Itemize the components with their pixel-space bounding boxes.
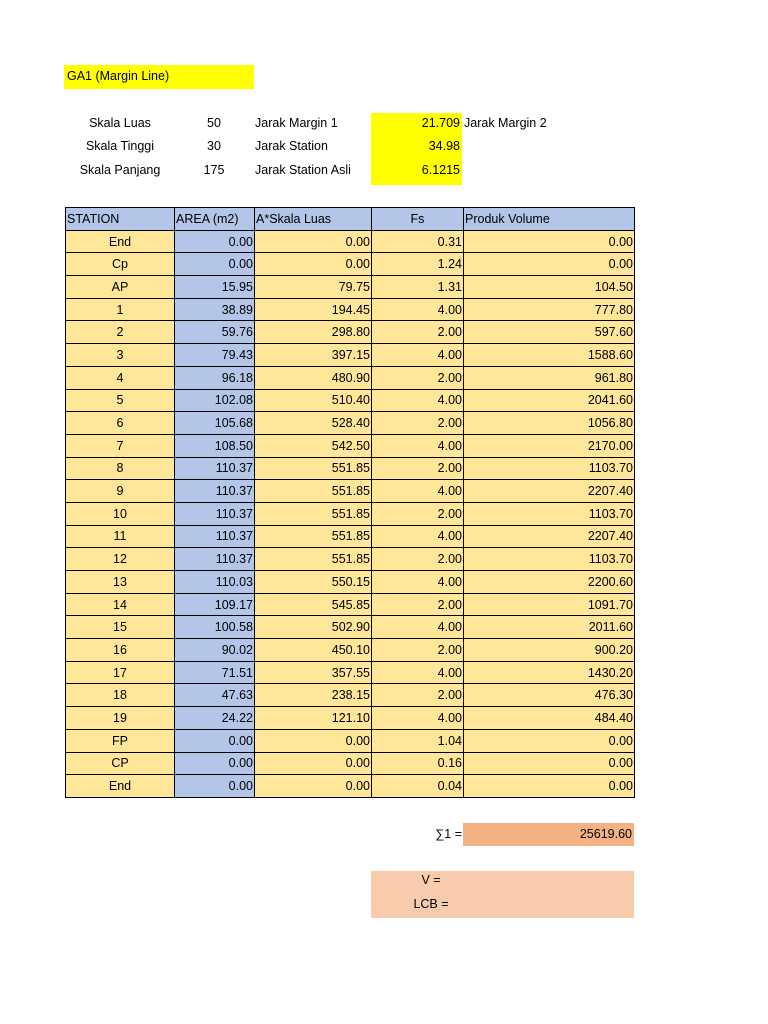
cell-produk-volume[interactable]: 1091.70 (464, 593, 635, 616)
cell-station[interactable]: 5 (66, 389, 175, 412)
table-row (66, 729, 635, 752)
cell-fs[interactable]: 1.24 (372, 253, 464, 276)
cell-produk-volume[interactable]: 597.60 (464, 321, 635, 344)
cell-produk-volume[interactable]: 900.20 (464, 639, 635, 662)
table-row (66, 253, 635, 276)
cell-produk-volume[interactable]: 1103.70 (464, 502, 635, 525)
cell-area[interactable]: 100.58 (175, 616, 255, 639)
table-row (66, 661, 635, 684)
cell-produk-volume[interactable]: 1056.80 (464, 412, 635, 435)
cell-station[interactable]: 8 (66, 457, 175, 480)
cell-area[interactable]: 110.37 (175, 457, 255, 480)
cell-fs[interactable]: 2.00 (372, 321, 464, 344)
cell-fs[interactable]: 4.00 (372, 661, 464, 684)
cell-fs[interactable]: 4.00 (372, 298, 464, 321)
cell-fs[interactable]: 4.00 (372, 525, 464, 548)
header-area[interactable]: AREA (m2) (175, 208, 255, 231)
param-label-3[interactable]: Jarak Margin 2 (464, 116, 547, 130)
cell-produk-volume[interactable]: 2207.40 (464, 480, 635, 503)
cell-area-scaled[interactable]: 480.90 (255, 366, 372, 389)
cell-area-scaled[interactable]: 0.00 (255, 775, 372, 798)
cell-fs[interactable]: 2.00 (372, 366, 464, 389)
cell-produk-volume[interactable]: 1103.70 (464, 457, 635, 480)
cell-fs[interactable]: 4.00 (372, 434, 464, 457)
cell-area-scaled[interactable]: 550.15 (255, 571, 372, 594)
cell-station[interactable]: 11 (66, 525, 175, 548)
cell-station[interactable]: 6 (66, 412, 175, 435)
cell-fs[interactable]: 4.00 (372, 616, 464, 639)
cell-area[interactable]: 105.68 (175, 412, 255, 435)
cell-area-scaled[interactable]: 0.00 (255, 230, 372, 253)
cell-fs[interactable]: 2.00 (372, 548, 464, 571)
cell-produk-volume[interactable]: 1588.60 (464, 344, 635, 367)
cell-fs[interactable]: 4.00 (372, 344, 464, 367)
cell-area-scaled[interactable]: 551.85 (255, 525, 372, 548)
cell-area[interactable]: 110.03 (175, 571, 255, 594)
table-row (66, 344, 635, 367)
param-value-2[interactable]: 34.98 (428, 139, 460, 153)
cell-area-scaled[interactable]: 238.15 (255, 684, 372, 707)
cell-area-scaled[interactable]: 450.10 (255, 639, 372, 662)
cell-area[interactable]: 102.08 (175, 389, 255, 412)
param-value[interactable]: 50 (207, 116, 221, 130)
cell-area[interactable]: 110.37 (175, 480, 255, 503)
table-row (66, 571, 635, 594)
sheet-title[interactable]: GA1 (Margin Line) (64, 65, 254, 89)
cell-area[interactable]: 79.43 (175, 344, 255, 367)
sum-label[interactable]: ∑1 = (435, 827, 462, 841)
cell-station[interactable]: End (66, 230, 175, 253)
cell-fs[interactable]: 0.16 (372, 752, 464, 775)
cell-fs[interactable]: 1.04 (372, 729, 464, 752)
cell-station[interactable]: AP (66, 276, 175, 299)
cell-area-scaled[interactable]: 551.85 (255, 548, 372, 571)
table-row (66, 616, 635, 639)
cell-produk-volume[interactable]: 476.30 (464, 684, 635, 707)
cell-area-scaled[interactable]: 542.50 (255, 434, 372, 457)
cell-area-scaled[interactable]: 79.75 (255, 276, 372, 299)
cell-area[interactable]: 71.51 (175, 661, 255, 684)
cell-area-scaled[interactable]: 0.00 (255, 253, 372, 276)
cell-area[interactable]: 0.00 (175, 253, 255, 276)
cell-station[interactable]: 15 (66, 616, 175, 639)
table-row (66, 457, 635, 480)
cell-area-scaled[interactable]: 510.40 (255, 389, 372, 412)
cell-produk-volume[interactable]: 484.40 (464, 707, 635, 730)
cell-produk-volume[interactable]: 2207.40 (464, 525, 635, 548)
cell-produk-volume[interactable]: 2011.60 (464, 616, 635, 639)
cell-area[interactable]: 59.76 (175, 321, 255, 344)
cell-area-scaled[interactable]: 528.40 (255, 412, 372, 435)
cell-produk-volume[interactable]: 1103.70 (464, 548, 635, 571)
cell-area[interactable]: 110.37 (175, 525, 255, 548)
cell-fs[interactable]: 1.31 (372, 276, 464, 299)
cell-area[interactable]: 0.00 (175, 729, 255, 752)
cell-station[interactable]: 13 (66, 571, 175, 594)
table-row (66, 593, 635, 616)
cell-area[interactable]: 47.63 (175, 684, 255, 707)
cell-area[interactable]: 24.22 (175, 707, 255, 730)
volume-label[interactable]: V = (421, 873, 441, 887)
cell-area-scaled[interactable]: 502.90 (255, 616, 372, 639)
cell-area[interactable]: 0.00 (175, 775, 255, 798)
cell-area-scaled[interactable]: 121.10 (255, 707, 372, 730)
cell-produk-volume[interactable]: 0.00 (464, 230, 635, 253)
sum-value[interactable]: 25619.60 (463, 823, 634, 846)
param-label-2[interactable]: Jarak Margin 1 (255, 116, 338, 130)
table-row (66, 548, 635, 571)
cell-station[interactable]: End (66, 775, 175, 798)
cell-area-scaled[interactable]: 298.80 (255, 321, 372, 344)
cell-station[interactable]: 4 (66, 366, 175, 389)
param-label-2[interactable]: Jarak Station (255, 139, 328, 153)
cell-station[interactable]: CP (66, 752, 175, 775)
cell-area-scaled[interactable]: 551.85 (255, 502, 372, 525)
cell-area-scaled[interactable]: 551.85 (255, 457, 372, 480)
cell-station[interactable]: 17 (66, 661, 175, 684)
table-row (66, 775, 635, 798)
table-row (66, 321, 635, 344)
cell-area-scaled[interactable]: 551.85 (255, 480, 372, 503)
cell-produk-volume[interactable]: 0.00 (464, 729, 635, 752)
cell-fs[interactable]: 2.00 (372, 684, 464, 707)
cell-station[interactable]: 3 (66, 344, 175, 367)
cell-area-scaled[interactable]: 0.00 (255, 752, 372, 775)
cell-fs[interactable]: 0.04 (372, 775, 464, 798)
cell-area-scaled[interactable]: 194.45 (255, 298, 372, 321)
cell-station[interactable]: 9 (66, 480, 175, 503)
cell-station[interactable]: Cp (66, 253, 175, 276)
header-fs[interactable]: Fs (372, 208, 464, 231)
header-area-scaled[interactable]: A*Skala Luas (255, 208, 372, 231)
cell-station[interactable]: FP (66, 729, 175, 752)
table-row (66, 366, 635, 389)
cell-station[interactable]: 19 (66, 707, 175, 730)
param-value[interactable]: 30 (207, 139, 221, 153)
cell-produk-volume[interactable]: 0.00 (464, 775, 635, 798)
cell-produk-volume[interactable]: 0.00 (464, 752, 635, 775)
cell-area[interactable]: 110.37 (175, 548, 255, 571)
cell-fs[interactable]: 2.00 (372, 593, 464, 616)
param-label[interactable]: Skala Luas (89, 116, 151, 130)
cell-produk-volume[interactable]: 777.80 (464, 298, 635, 321)
table-row (66, 639, 635, 662)
table-header-row (66, 208, 635, 231)
volume-table (65, 207, 635, 798)
cell-produk-volume[interactable]: 0.00 (464, 253, 635, 276)
cell-produk-volume[interactable]: 2041.60 (464, 389, 635, 412)
cell-fs[interactable]: 2.00 (372, 502, 464, 525)
cell-fs[interactable]: 2.00 (372, 457, 464, 480)
cell-area[interactable]: 110.37 (175, 502, 255, 525)
table-row (66, 684, 635, 707)
cell-area[interactable]: 38.89 (175, 298, 255, 321)
header-produk-volume[interactable]: Produk Volume (464, 208, 635, 231)
table-row (66, 502, 635, 525)
cell-fs[interactable]: 4.00 (372, 480, 464, 503)
table-row (66, 752, 635, 775)
cell-fs[interactable]: 4.00 (372, 707, 464, 730)
cell-fs[interactable]: 4.00 (372, 571, 464, 594)
cell-area-scaled[interactable]: 397.15 (255, 344, 372, 367)
cell-station[interactable]: 12 (66, 548, 175, 571)
cell-area[interactable]: 96.18 (175, 366, 255, 389)
cell-station[interactable]: 10 (66, 502, 175, 525)
cell-fs[interactable]: 4.00 (372, 389, 464, 412)
param-label-2[interactable]: Jarak Station Asli (255, 163, 351, 177)
cell-produk-volume[interactable]: 2170.00 (464, 434, 635, 457)
cell-station[interactable]: 2 (66, 321, 175, 344)
cell-area-scaled[interactable]: 0.00 (255, 729, 372, 752)
table-row (66, 412, 635, 435)
cell-station[interactable]: 7 (66, 434, 175, 457)
cell-fs[interactable]: 2.00 (372, 412, 464, 435)
param-value-2[interactable]: 21.709 (421, 116, 460, 130)
cell-fs[interactable]: 2.00 (372, 639, 464, 662)
cell-area[interactable]: 15.95 (175, 276, 255, 299)
cell-fs[interactable]: 0.31 (372, 230, 464, 253)
table-row (66, 230, 635, 253)
cell-area[interactable]: 109.17 (175, 593, 255, 616)
cell-produk-volume[interactable]: 2200.60 (464, 571, 635, 594)
cell-produk-volume[interactable]: 1430.20 (464, 661, 635, 684)
table-row (66, 525, 635, 548)
cell-station[interactable]: 1 (66, 298, 175, 321)
table-row (66, 707, 635, 730)
cell-area-scaled[interactable]: 545.85 (255, 593, 372, 616)
header-station[interactable]: STATION (66, 208, 175, 231)
cell-station[interactable]: 16 (66, 639, 175, 662)
cell-area[interactable]: 90.02 (175, 639, 255, 662)
table-row (66, 276, 635, 299)
cell-station[interactable]: 14 (66, 593, 175, 616)
cell-produk-volume[interactable]: 104.50 (464, 276, 635, 299)
param-value-2[interactable]: 6.1215 (421, 163, 460, 177)
cell-area[interactable]: 108.50 (175, 434, 255, 457)
cell-area-scaled[interactable]: 357.55 (255, 661, 372, 684)
param-label[interactable]: Skala Tinggi (85, 139, 155, 153)
lcb-label[interactable]: LCB = (413, 897, 449, 911)
cell-area[interactable]: 0.00 (175, 230, 255, 253)
cell-produk-volume[interactable]: 961.80 (464, 366, 635, 389)
param-value[interactable]: 175 (203, 163, 225, 177)
param-label[interactable]: Skala Panjang (79, 163, 161, 177)
table-row (66, 298, 635, 321)
table-row (66, 389, 635, 412)
cell-station[interactable]: 18 (66, 684, 175, 707)
table-row (66, 434, 635, 457)
table-row (66, 480, 635, 503)
cell-area[interactable]: 0.00 (175, 752, 255, 775)
